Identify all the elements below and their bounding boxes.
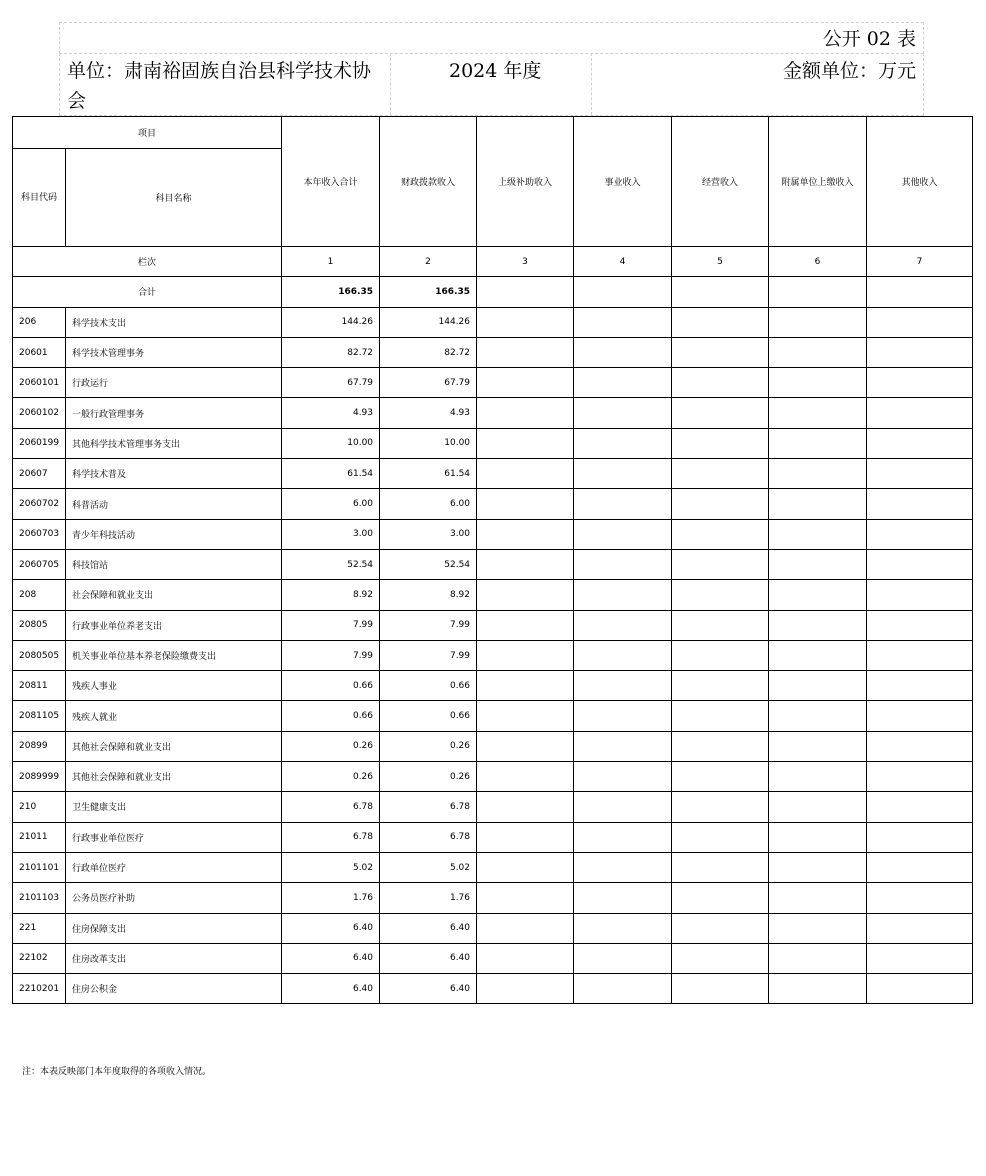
header-col: 附属单位上缴收入 xyxy=(769,117,867,247)
row-empty-cell xyxy=(867,307,973,337)
row-total-income: 6.00 xyxy=(282,489,380,519)
row-empty-cell xyxy=(574,307,672,337)
row-empty-cell xyxy=(867,883,973,913)
row-empty-cell xyxy=(477,580,574,610)
row-empty-cell xyxy=(477,307,574,337)
row-code: 2081105 xyxy=(13,701,66,731)
row-fiscal-income: 82.72 xyxy=(380,337,477,367)
row-empty-cell xyxy=(477,974,574,1004)
row-empty-cell xyxy=(477,428,574,458)
row-code: 206 xyxy=(13,307,66,337)
row-name: 行政事业单位养老支出 xyxy=(66,610,282,640)
index-label: 栏次 xyxy=(13,247,282,277)
money-unit: 金额单位：万元 xyxy=(782,60,916,82)
row-empty-cell xyxy=(477,610,574,640)
row-name: 行政单位医疗 xyxy=(66,852,282,882)
row-empty-cell xyxy=(574,913,672,943)
row-empty-cell xyxy=(574,671,672,701)
row-empty-cell xyxy=(769,398,867,428)
row-empty-cell xyxy=(477,762,574,792)
row-name: 住房公积金 xyxy=(66,974,282,1004)
row-fiscal-income: 1.76 xyxy=(380,883,477,913)
table-row xyxy=(13,610,973,640)
row-name: 卫生健康支出 xyxy=(66,792,282,822)
row-empty-cell xyxy=(477,883,574,913)
row-empty-cell xyxy=(672,459,769,489)
row-fiscal-income: 6.40 xyxy=(380,974,477,1004)
row-empty-cell xyxy=(672,701,769,731)
row-fiscal-income: 6.40 xyxy=(380,943,477,973)
table-row xyxy=(13,822,973,852)
row-empty-cell xyxy=(574,580,672,610)
header-name: 科目名称 xyxy=(66,149,282,247)
header-code: 科目代码 xyxy=(13,149,66,247)
row-empty-cell xyxy=(769,489,867,519)
row-total-income: 5.02 xyxy=(282,852,380,882)
row-empty-cell xyxy=(867,428,973,458)
row-empty-cell xyxy=(672,489,769,519)
table-row xyxy=(13,368,973,398)
row-fiscal-income: 144.26 xyxy=(380,307,477,337)
row-total-income: 6.78 xyxy=(282,822,380,852)
row-empty-cell xyxy=(672,731,769,761)
row-name: 残疾人事业 xyxy=(66,671,282,701)
row-empty-cell xyxy=(867,852,973,882)
row-empty-cell xyxy=(672,671,769,701)
row-name: 住房保障支出 xyxy=(66,913,282,943)
table-row xyxy=(13,792,973,822)
row-name: 科技馆站 xyxy=(66,549,282,579)
table-row xyxy=(13,762,973,792)
row-empty-cell xyxy=(769,974,867,1004)
row-total-income: 6.40 xyxy=(282,974,380,1004)
row-total-income: 7.99 xyxy=(282,640,380,670)
row-empty-cell xyxy=(672,519,769,549)
row-total-income: 0.26 xyxy=(282,762,380,792)
index-number: 5 xyxy=(672,247,769,277)
index-number: 3 xyxy=(477,247,574,277)
row-empty-cell xyxy=(769,307,867,337)
row-empty-cell xyxy=(574,519,672,549)
row-code: 221 xyxy=(13,913,66,943)
table-note: 注：本表反映部门本年度取得的各项收入情况。 xyxy=(22,1067,212,1077)
row-empty-cell xyxy=(769,913,867,943)
row-empty-cell xyxy=(867,549,973,579)
row-code: 20601 xyxy=(13,337,66,367)
row-empty-cell xyxy=(867,974,973,1004)
row-fiscal-income: 7.99 xyxy=(380,640,477,670)
row-empty-cell xyxy=(477,731,574,761)
row-name: 公务员医疗补助 xyxy=(66,883,282,913)
header-col: 财政拨款收入 xyxy=(380,117,477,247)
row-empty-cell xyxy=(769,762,867,792)
row-name: 科学技术普及 xyxy=(66,459,282,489)
table-header-row xyxy=(13,117,973,149)
total-label: 合计 xyxy=(13,277,282,307)
row-empty-cell xyxy=(672,640,769,670)
row-code: 2101103 xyxy=(13,883,66,913)
row-empty-cell xyxy=(672,762,769,792)
row-empty-cell xyxy=(574,883,672,913)
row-empty-cell xyxy=(769,459,867,489)
row-total-income: 0.66 xyxy=(282,671,380,701)
report-year: 2024 年度 xyxy=(449,60,542,82)
header-col: 其他收入 xyxy=(867,117,973,247)
row-code: 210 xyxy=(13,792,66,822)
table-row xyxy=(13,640,973,670)
total-value xyxy=(769,277,867,307)
row-empty-cell xyxy=(867,943,973,973)
row-empty-cell xyxy=(867,610,973,640)
row-code: 2060705 xyxy=(13,549,66,579)
row-empty-cell xyxy=(769,792,867,822)
row-empty-cell xyxy=(672,307,769,337)
row-code: 2060101 xyxy=(13,368,66,398)
row-code: 208 xyxy=(13,580,66,610)
row-empty-cell xyxy=(867,459,973,489)
row-empty-cell xyxy=(867,792,973,822)
header-row-top xyxy=(59,22,924,54)
table-row xyxy=(13,943,973,973)
row-total-income: 1.76 xyxy=(282,883,380,913)
row-empty-cell xyxy=(672,549,769,579)
row-total-income: 52.54 xyxy=(282,549,380,579)
row-name: 其他科学技术管理事务支出 xyxy=(66,428,282,458)
index-row xyxy=(13,247,973,277)
table-row xyxy=(13,519,973,549)
table-row xyxy=(13,974,973,1004)
row-total-income: 67.79 xyxy=(282,368,380,398)
table-row xyxy=(13,852,973,882)
index-number: 1 xyxy=(282,247,380,277)
row-code: 2210201 xyxy=(13,974,66,1004)
row-name: 科学技术支出 xyxy=(66,307,282,337)
index-number: 2 xyxy=(380,247,477,277)
row-name: 住房改革支出 xyxy=(66,943,282,973)
row-code: 20899 xyxy=(13,731,66,761)
row-empty-cell xyxy=(477,398,574,428)
row-empty-cell xyxy=(574,428,672,458)
table-row xyxy=(13,337,973,367)
row-empty-cell xyxy=(672,943,769,973)
table-row xyxy=(13,307,973,337)
row-empty-cell xyxy=(867,762,973,792)
header-col: 事业收入 xyxy=(574,117,672,247)
index-number: 7 xyxy=(867,247,973,277)
row-code: 20805 xyxy=(13,610,66,640)
row-empty-cell xyxy=(769,368,867,398)
row-empty-cell xyxy=(672,913,769,943)
row-total-income: 61.54 xyxy=(282,459,380,489)
form-number: 公开 02 表 xyxy=(822,28,916,50)
row-empty-cell xyxy=(574,762,672,792)
row-empty-cell xyxy=(477,368,574,398)
table-row xyxy=(13,459,973,489)
row-total-income: 6.40 xyxy=(282,913,380,943)
row-total-income: 144.26 xyxy=(282,307,380,337)
row-fiscal-income: 52.54 xyxy=(380,549,477,579)
row-fiscal-income: 10.00 xyxy=(380,428,477,458)
row-empty-cell xyxy=(477,822,574,852)
row-empty-cell xyxy=(769,337,867,367)
row-name: 机关事业单位基本养老保险缴费支出 xyxy=(66,640,282,670)
row-empty-cell xyxy=(574,701,672,731)
row-empty-cell xyxy=(672,883,769,913)
header-divider xyxy=(390,53,391,115)
row-code: 20607 xyxy=(13,459,66,489)
row-empty-cell xyxy=(867,489,973,519)
row-fiscal-income: 7.99 xyxy=(380,610,477,640)
row-empty-cell xyxy=(574,640,672,670)
row-empty-cell xyxy=(574,852,672,882)
table-row xyxy=(13,671,973,701)
row-name: 行政事业单位医疗 xyxy=(66,822,282,852)
row-code: 20811 xyxy=(13,671,66,701)
row-fiscal-income: 6.78 xyxy=(380,792,477,822)
row-empty-cell xyxy=(867,398,973,428)
table-row xyxy=(13,580,973,610)
row-empty-cell xyxy=(477,519,574,549)
row-code: 22102 xyxy=(13,943,66,973)
row-empty-cell xyxy=(769,943,867,973)
row-empty-cell xyxy=(769,640,867,670)
row-empty-cell xyxy=(672,610,769,640)
row-empty-cell xyxy=(574,489,672,519)
row-code: 21011 xyxy=(13,822,66,852)
row-empty-cell xyxy=(867,368,973,398)
row-name: 残疾人就业 xyxy=(66,701,282,731)
table-row xyxy=(13,731,973,761)
table-row xyxy=(13,428,973,458)
row-fiscal-income: 0.66 xyxy=(380,701,477,731)
row-empty-cell xyxy=(672,792,769,822)
row-code: 2080505 xyxy=(13,640,66,670)
header-col: 上级补助收入 xyxy=(477,117,574,247)
row-fiscal-income: 8.92 xyxy=(380,580,477,610)
row-fiscal-income: 67.79 xyxy=(380,368,477,398)
row-fiscal-income: 0.26 xyxy=(380,731,477,761)
row-name: 社会保障和就业支出 xyxy=(66,580,282,610)
row-code: 2060102 xyxy=(13,398,66,428)
row-empty-cell xyxy=(672,398,769,428)
row-empty-cell xyxy=(867,913,973,943)
report-header xyxy=(59,22,924,115)
row-empty-cell xyxy=(574,398,672,428)
row-empty-cell xyxy=(769,549,867,579)
row-fiscal-income: 5.02 xyxy=(380,852,477,882)
index-number: 4 xyxy=(574,247,672,277)
row-fiscal-income: 6.00 xyxy=(380,489,477,519)
row-total-income: 82.72 xyxy=(282,337,380,367)
row-empty-cell xyxy=(867,822,973,852)
row-empty-cell xyxy=(769,701,867,731)
row-empty-cell xyxy=(867,519,973,549)
row-empty-cell xyxy=(574,792,672,822)
income-table xyxy=(12,116,973,1004)
row-code: 2101101 xyxy=(13,852,66,882)
row-empty-cell xyxy=(574,459,672,489)
row-total-income: 3.00 xyxy=(282,519,380,549)
row-fiscal-income: 3.00 xyxy=(380,519,477,549)
row-empty-cell xyxy=(574,549,672,579)
row-empty-cell xyxy=(867,671,973,701)
table-row xyxy=(13,489,973,519)
row-total-income: 7.99 xyxy=(282,610,380,640)
row-empty-cell xyxy=(477,489,574,519)
row-empty-cell xyxy=(477,913,574,943)
row-fiscal-income: 6.40 xyxy=(380,913,477,943)
row-total-income: 10.00 xyxy=(282,428,380,458)
row-code: 2089999 xyxy=(13,762,66,792)
table-row xyxy=(13,913,973,943)
row-total-income: 6.40 xyxy=(282,943,380,973)
row-empty-cell xyxy=(672,337,769,367)
row-empty-cell xyxy=(477,459,574,489)
row-empty-cell xyxy=(574,822,672,852)
row-name: 青少年科技活动 xyxy=(66,519,282,549)
row-empty-cell xyxy=(672,822,769,852)
row-empty-cell xyxy=(769,731,867,761)
row-total-income: 8.92 xyxy=(282,580,380,610)
total-value: 166.35 xyxy=(282,277,380,307)
row-empty-cell xyxy=(769,822,867,852)
total-value xyxy=(574,277,672,307)
total-value xyxy=(477,277,574,307)
total-value xyxy=(672,277,769,307)
row-empty-cell xyxy=(769,610,867,640)
row-empty-cell xyxy=(477,792,574,822)
row-empty-cell xyxy=(672,580,769,610)
total-value: 166.35 xyxy=(380,277,477,307)
header-item: 项目 xyxy=(13,117,282,149)
row-empty-cell xyxy=(672,428,769,458)
row-empty-cell xyxy=(867,701,973,731)
row-fiscal-income: 6.78 xyxy=(380,822,477,852)
row-empty-cell xyxy=(574,943,672,973)
row-empty-cell xyxy=(769,852,867,882)
index-number: 6 xyxy=(769,247,867,277)
row-total-income: 0.66 xyxy=(282,701,380,731)
row-empty-cell xyxy=(574,974,672,1004)
total-value xyxy=(867,277,973,307)
total-row xyxy=(13,277,973,307)
row-code: 2060702 xyxy=(13,489,66,519)
row-empty-cell xyxy=(769,671,867,701)
row-empty-cell xyxy=(867,337,973,367)
row-empty-cell xyxy=(672,974,769,1004)
row-empty-cell xyxy=(769,428,867,458)
row-code: 2060199 xyxy=(13,428,66,458)
header-col: 经营收入 xyxy=(672,117,769,247)
table-row xyxy=(13,398,973,428)
row-empty-cell xyxy=(867,640,973,670)
row-name: 其他社会保障和就业支出 xyxy=(66,731,282,761)
row-empty-cell xyxy=(574,731,672,761)
row-name: 其他社会保障和就业支出 xyxy=(66,762,282,792)
row-empty-cell xyxy=(769,580,867,610)
row-name: 科学技术管理事务 xyxy=(66,337,282,367)
row-name: 一般行政管理事务 xyxy=(66,398,282,428)
row-fiscal-income: 0.66 xyxy=(380,671,477,701)
row-empty-cell xyxy=(477,852,574,882)
row-fiscal-income: 4.93 xyxy=(380,398,477,428)
row-total-income: 6.78 xyxy=(282,792,380,822)
row-name: 行政运行 xyxy=(66,368,282,398)
row-empty-cell xyxy=(477,549,574,579)
row-empty-cell xyxy=(867,731,973,761)
row-empty-cell xyxy=(574,337,672,367)
row-empty-cell xyxy=(477,943,574,973)
header-col: 本年收入合计 xyxy=(282,117,380,247)
row-empty-cell xyxy=(672,852,769,882)
table-row xyxy=(13,883,973,913)
row-fiscal-income: 0.26 xyxy=(380,762,477,792)
row-empty-cell xyxy=(477,640,574,670)
row-empty-cell xyxy=(574,368,672,398)
row-code: 2060703 xyxy=(13,519,66,549)
row-empty-cell xyxy=(769,519,867,549)
row-empty-cell xyxy=(477,337,574,367)
table-row xyxy=(13,701,973,731)
row-fiscal-income: 61.54 xyxy=(380,459,477,489)
unit-name: 单位：肃南裕固族自治县科学技术协会 xyxy=(67,60,372,112)
row-empty-cell xyxy=(769,883,867,913)
row-total-income: 0.26 xyxy=(282,731,380,761)
row-total-income: 4.93 xyxy=(282,398,380,428)
row-empty-cell xyxy=(477,701,574,731)
header-divider xyxy=(591,53,592,115)
row-empty-cell xyxy=(867,580,973,610)
row-empty-cell xyxy=(672,368,769,398)
row-empty-cell xyxy=(477,671,574,701)
table-row xyxy=(13,549,973,579)
row-empty-cell xyxy=(574,610,672,640)
row-name: 科普活动 xyxy=(66,489,282,519)
